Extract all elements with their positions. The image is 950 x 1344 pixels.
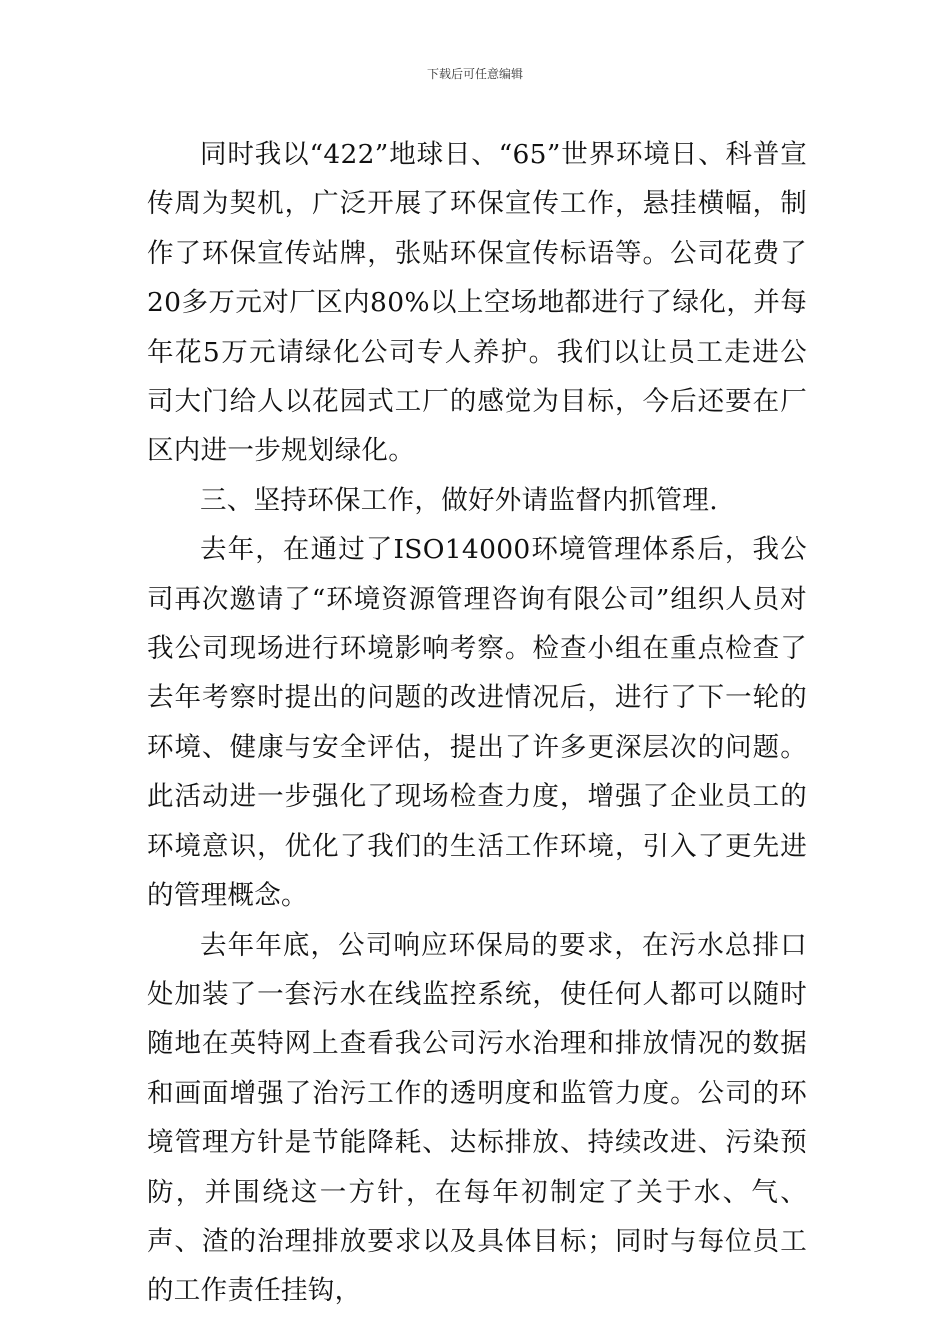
paragraph-wastewater-monitoring: 去年年底，公司响应环保局的要求，在污水总排口处加装了一套污水在线监控系统，使任何人都可以随时随地在英特网上查看我公司污水治理和排放情况的数据和画面增强了治污工作的透明度和监管力度。公司的环境管理方针是节能降耗、达标排放、持续改进、污染预防，并围绕这一方针，在每年初制定了关于水、气、声、渣的治理排放要求以及具体目标；同时与每位员工的工作责任挂钩， (147, 929, 807, 1307)
paragraph-iso14000-inspection: 去年，在通过了ISO14000环境管理体系后，我公司再次邀请了“环境资源管理咨询有限公司”组织人员对我公司现场进行环境影响考察。检查小组在重点检查了去年考察时提出的问题的改进情况后，进行了下一轮的环境、健康与安全评估，提出了许多更深层次的问题。此活动进一步强化了现场检查力度，增强了企业员工的环境意识，优化了我们的生活工作环境，引入了更先进的管理概念。 (147, 534, 807, 912)
page-header-note: 下载后可任意编辑 (426, 67, 523, 81)
section-heading-three: 三、坚持环保工作，做好外请监督内抓管理. (200, 484, 718, 516)
paragraph-environmental-publicity: 同时我以“422”地球日、“65”世界环境日、科普宣传周为契机，广泛开展了环保宣传工作，悬挂横幅，制作了环保宣传站牌，张贴环保宣传标语等。公司花费了20多万元对厂区内80%以上空场地都进行了绿化，并每年花5万元请绿化公司专人养护。我们以让员工走进公司大门给人以花园式工厂的感觉为目标，今后还要在厂区内进一步规划绿化。 (147, 139, 807, 467)
document-body (147, 130, 807, 1316)
